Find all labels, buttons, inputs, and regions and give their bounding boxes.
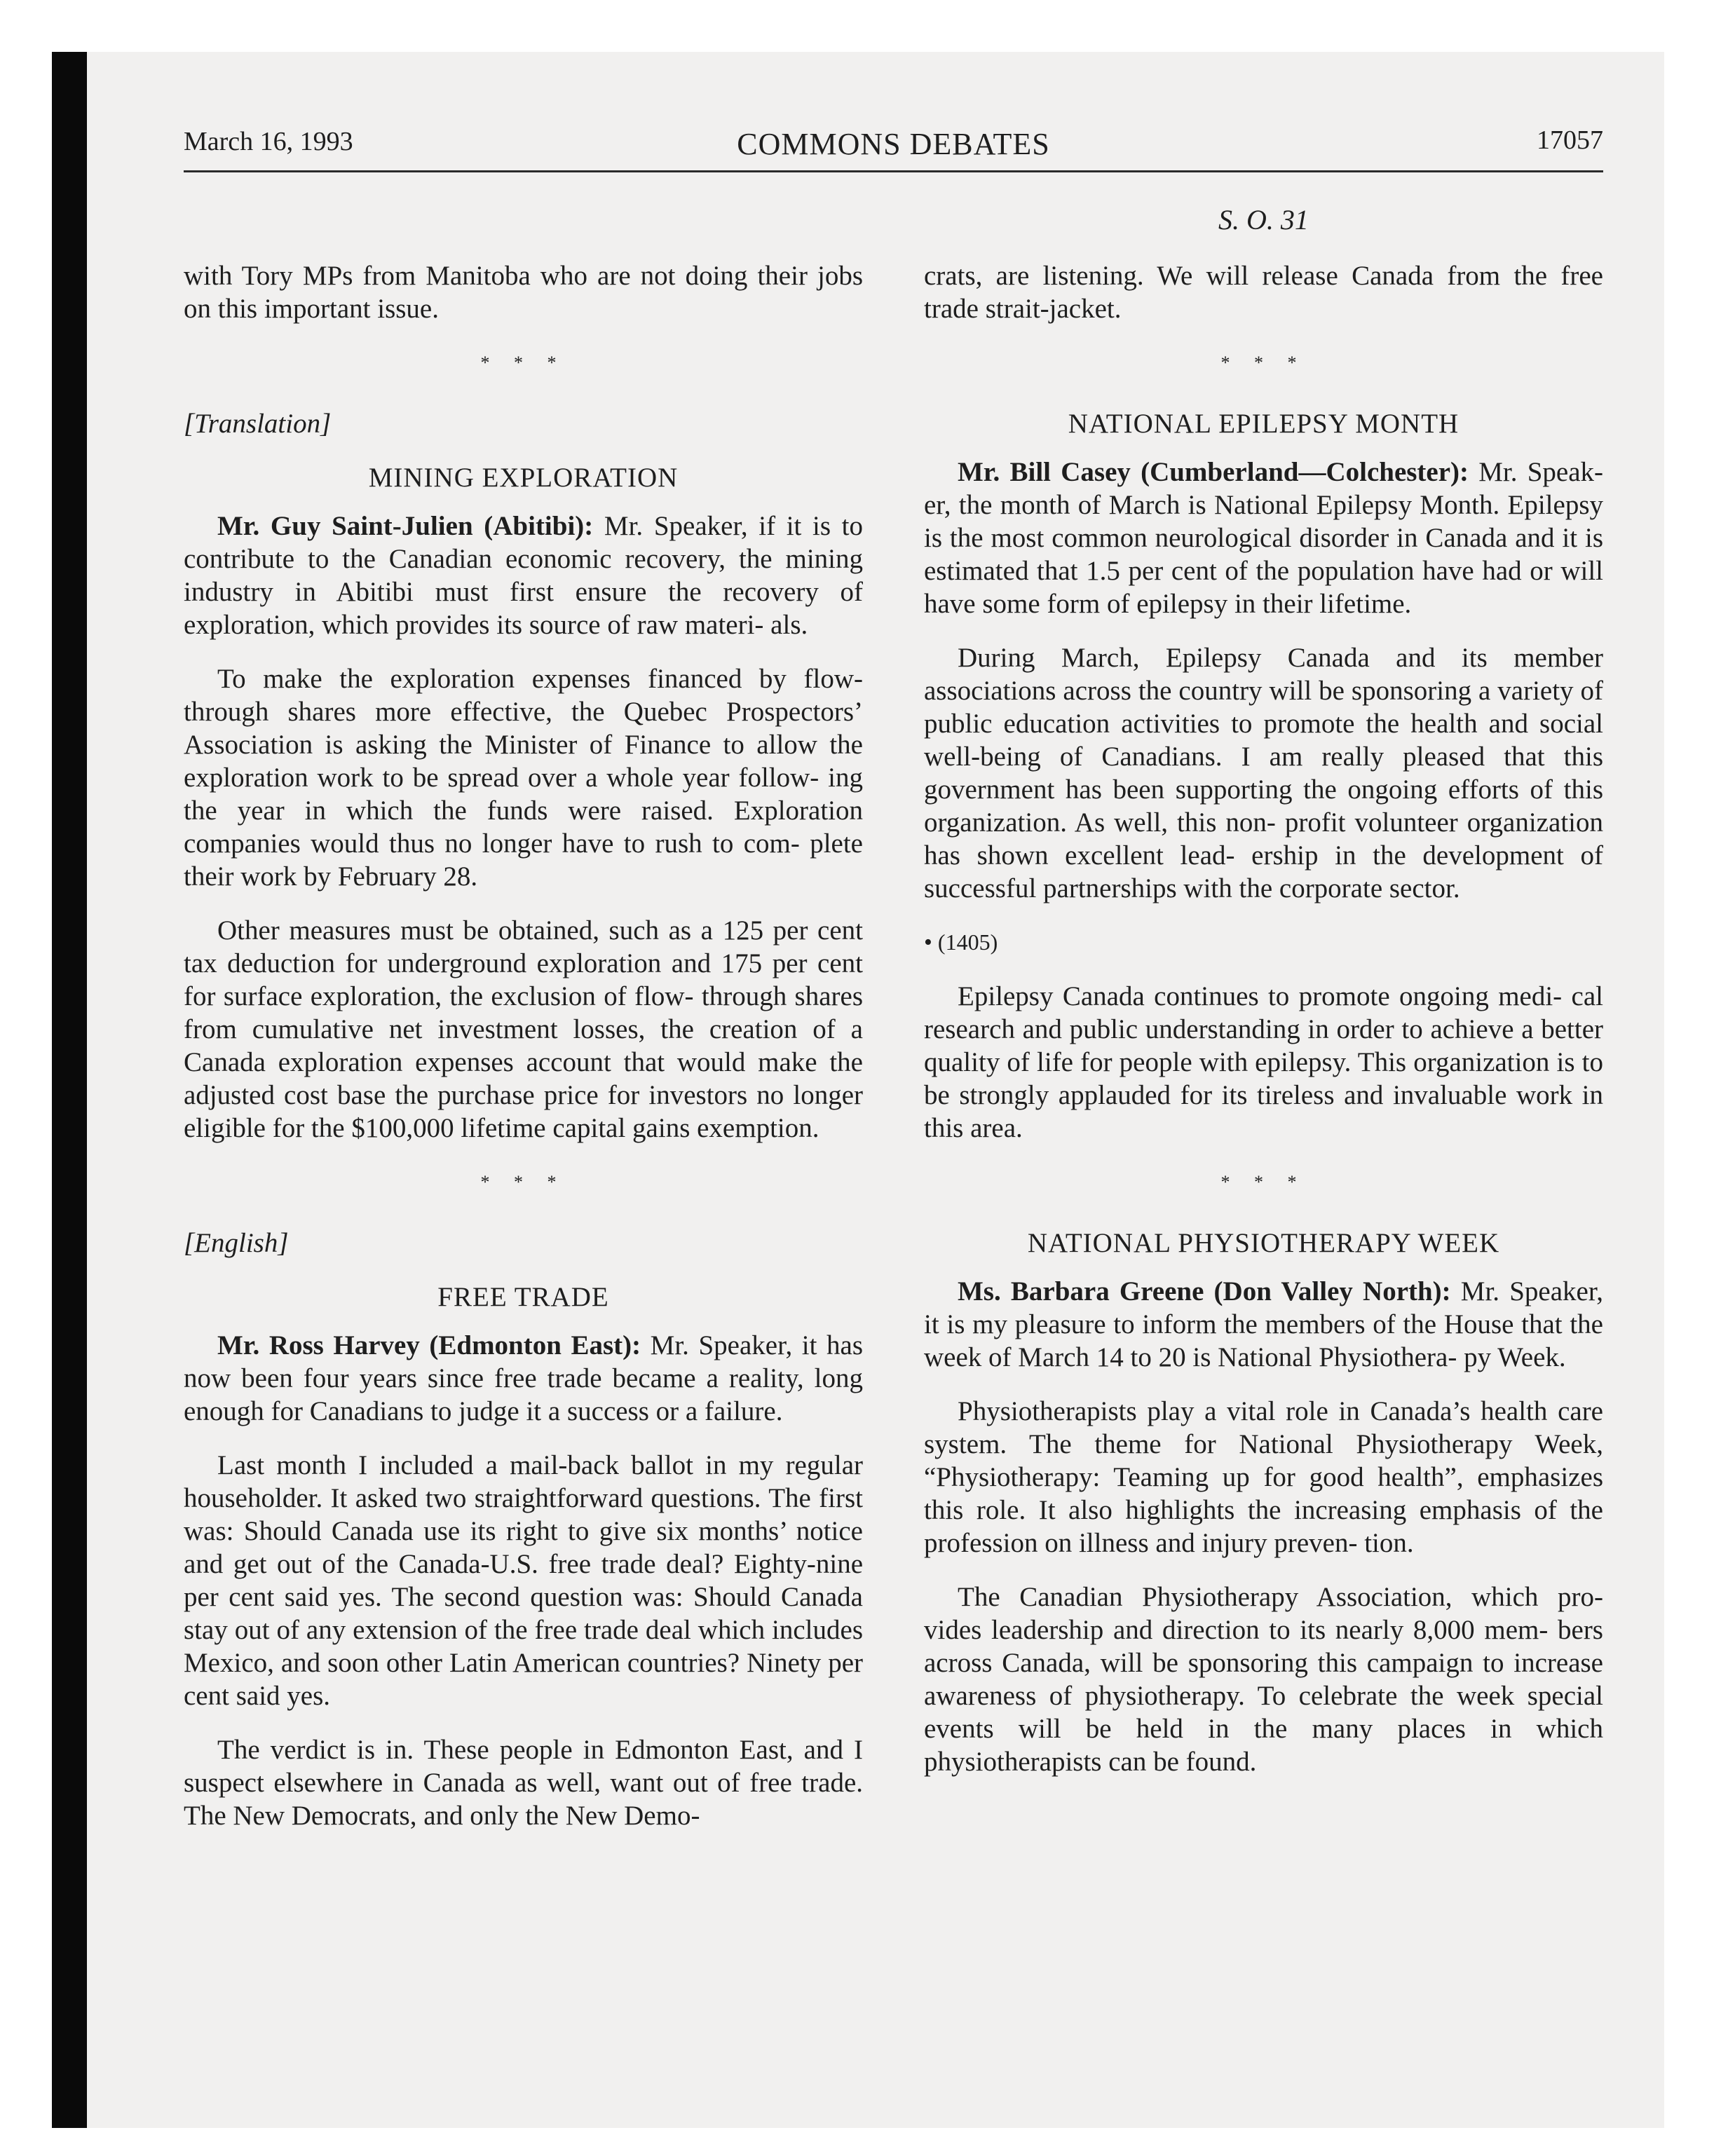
mining-heading: MINING EXPLORATION [368,463,679,493]
trade-paragraph-2: Last month I included a mail-back ballot in my regular householder. It asked two straightforward questions. The first was: Should Canada use its right to give six months’ notice and get out of the Canada-U.S. free trade deal? Eighty-nine per cent said yes. The second question was: Should Canada stay out of any extension of the free trade deal which includes Mexico, and soon other Latin American countries? Ninety per cent said yes. [184,1450,863,1711]
section-subhead: S. O. 31 [1218,204,1309,236]
physio-paragraph-3: The Canadian Physiotherapy Association, which pro- vides leadership and direction to its nearly 8,000 mem- bers across Canada, will be sponsoring this campaign to increase awareness of physiotherapy. To celebrate the week special events will be held in the many places in which physiotherapists can be found. [924,1582,1603,1777]
speaker-name: Mr. Bill Casey (Cumberland—Colchester): [958,457,1469,487]
epilepsy-paragraph-1 [924,456,1603,620]
page-header [184,126,1603,175]
mining-paragraph-1 [184,510,863,641]
right-column [924,259,1603,1799]
section-separator: * * * [480,353,566,373]
header-date: March 16, 1993 [184,127,353,156]
english-tag: [English] [184,1228,289,1258]
bullet-icon: • [924,929,932,955]
epilepsy-paragraph-2: During March, Epilepsy Canada and its member associations across the country will be sponsoring a variety of public education activities to promote the health and social well-being of Canadians. I am really pleased that this government has been supporting the ongoing efforts of this organization. As well, this non- profit volunteer organization has shown excellent lead- ership in the development of successful partnerships with the corporate sector. [924,643,1603,903]
scan-edge [52,52,87,2128]
speaker-name: Ms. Barbara Greene (Don Valley North): [958,1276,1451,1306]
speaker-name: Mr. Ross Harvey (Edmonton East): [217,1330,641,1360]
free-trade-heading: FREE TRADE [437,1282,609,1312]
paragraph-text: Mr. Speaker, it has now been four years since free trade became a reality, long enough for Canadians to judge it a success or a failure. [184,1330,864,1426]
physio-paragraph-1 [924,1275,1603,1374]
paragraph-text: Mr. Speaker, if it is to contribute to the Canadian economic recovery, the mining industry in Abitibi must first ensure the recovery of exploration, which provides its source of raw materi- als. [184,511,863,640]
header-title: COMMONS DEBATES [737,127,1050,161]
paragraph-text: Mr. Speaker, it is my pleasure to inform the members of the House that the week of March 14 to 20 is National Physiothera- py Week. [924,1276,1603,1372]
time-stamp: (1405) [937,929,998,955]
trade-paragraph-3: The verdict is in. These people in Edmonton East, and I suspect elsewhere in Canada as well, want out of free trade. The New Democrats, and only the New Demo- [184,1735,863,1831]
header-rule [184,170,1603,172]
time-marker [924,926,1603,959]
epilepsy-paragraph-3: Epilepsy Canada continues to promote ongoing medi- cal research and public understanding in order to achieve a better quality of life for people with epilepsy. This organization is to be strongly applauded for its tireless and invaluable work in this area. [924,981,1603,1143]
translation-tag: [Translation] [184,409,332,439]
page-number: 17057 [1537,125,1603,155]
paragraph-text: Mr. Speak- er, the month of March is National Epilepsy Month. Epilepsy is the most common neurological disorder in Canada and it is estimated that 1.5 per cent of the population have had or will have some form of epilepsy in their lifetime. [924,457,1604,619]
mining-paragraph-2: To make the exploration expenses financed by flow- through shares more effective, the Quebec Prospectors’ Association is asking the Minister of Finance to allow the exploration work to be spread over a whole year follow- ing the year in which the funds were raised. Exploration companies would thus no longer have to rush to com- plete their work by February 28. [184,664,863,892]
trade-paragraph-1 [184,1329,863,1428]
physio-paragraph-2: Physiotherapists play a vital role in Canada’s health care system. The theme for National Physiotherapy Week, “Physiotherapy: Teaming up for good health”, emphasizes this role. It also highlights the increasing emphasis of the profession on illness and injury preven- tion. [924,1396,1603,1558]
section-separator: * * * [480,1172,566,1192]
speaker-name: Mr. Guy Saint-Julien (Abitibi): [217,511,594,541]
continuation-paragraph: crats, are listening. We will release Canada from the free trade strait-jacket. [924,261,1603,324]
section-separator: * * * [1220,1172,1307,1192]
continuation-paragraph: with Tory MPs from Manitoba who are not doing their jobs on this important issue. [184,261,863,324]
section-separator: * * * [1220,353,1307,373]
epilepsy-heading: NATIONAL EPILEPSY MONTH [1068,409,1460,439]
physio-heading: NATIONAL PHYSIOTHERAPY WEEK [1027,1228,1500,1258]
mining-paragraph-3: Other measures must be obtained, such as a 125 per cent tax deduction for underground exploration and 175 per cent for surface exploration, the exclusion of flow- through shares from cumulative net investment losses, the creation of a Canada exploration expenses account that would make the adjusted cost base the purchase price for investors no longer eligible for the $100,000 lifetime capital gains exemption. [184,915,863,1143]
left-column [184,259,863,1853]
